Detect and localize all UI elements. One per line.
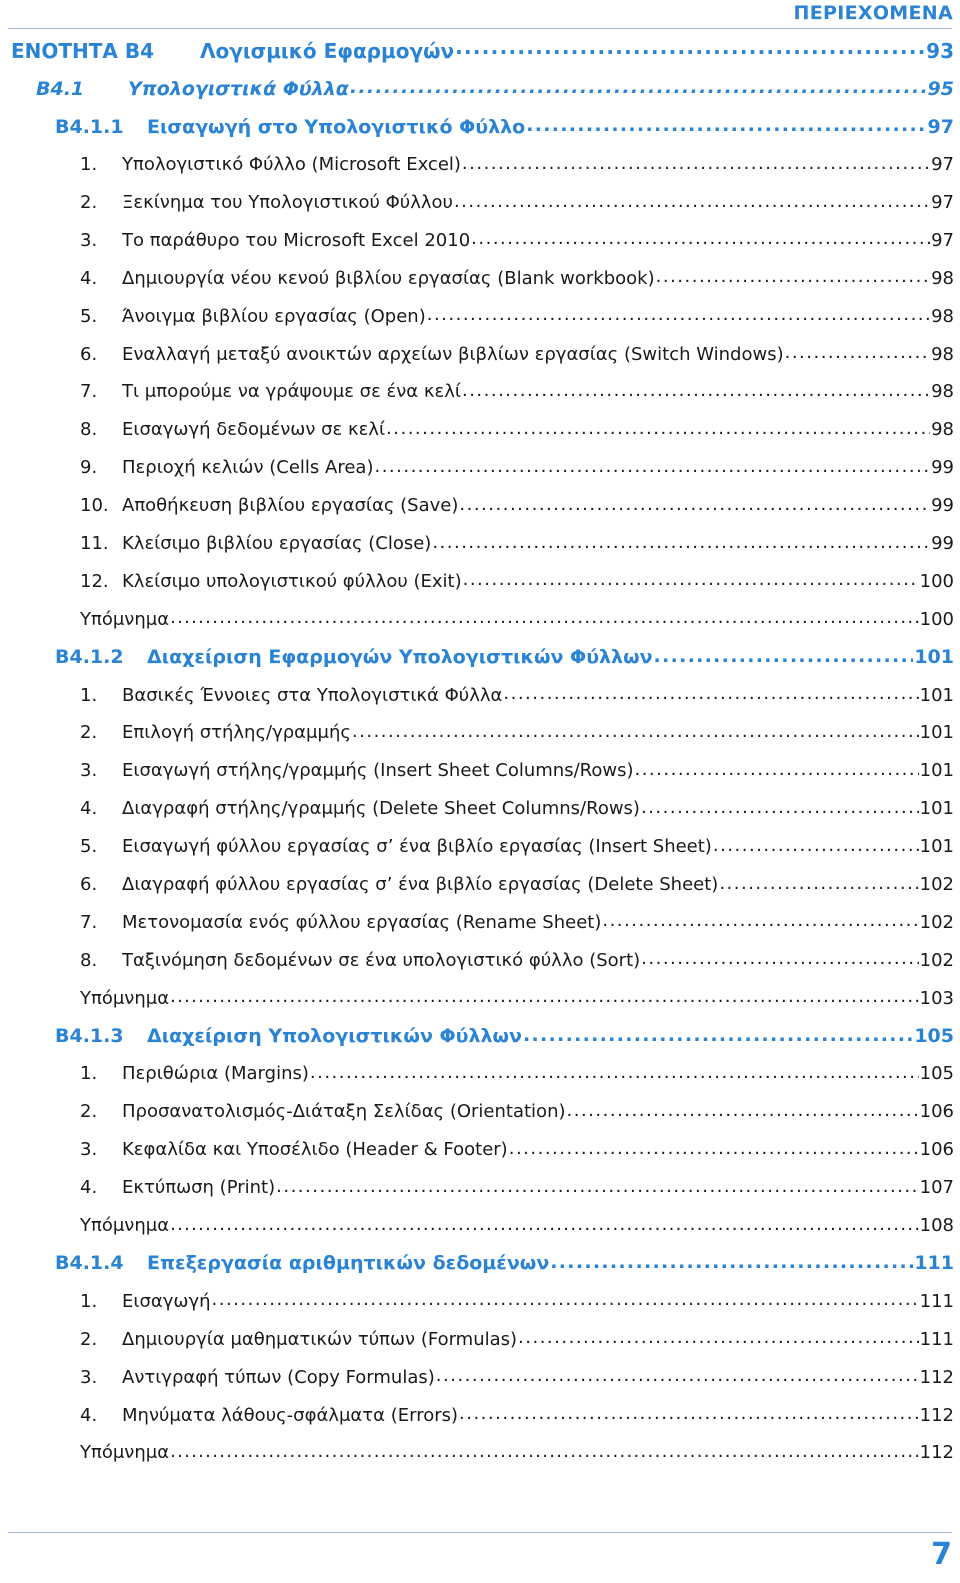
toc-entry-title: Εισαγωγή στο Υπολογιστικό Φύλλο	[147, 115, 526, 138]
toc-entry[interactable]	[0, 373, 960, 411]
toc-entry[interactable]	[0, 676, 960, 714]
toc-entry-page: 111	[914, 1252, 954, 1275]
dot-leader	[462, 383, 930, 401]
toc-entry-number: 6.	[80, 343, 98, 365]
toc-entry-page: 102	[919, 911, 954, 933]
toc-entry[interactable]	[0, 979, 960, 1017]
dot-leader	[641, 800, 919, 818]
toc-entry-title: Περιθώρια (Margins)	[122, 1063, 309, 1085]
toc-entry-title: Διαγραφή φύλλου εργασίας σ’ ένα βιβλίο εργασίας (Delete Sheet)	[122, 874, 719, 896]
toc-entry-title: Άνοιγμα βιβλίου εργασίας (Open)	[122, 305, 426, 327]
dot-leader	[350, 79, 927, 98]
toc-entry-number: 2.	[80, 1328, 98, 1350]
toc-entry-page: 105	[914, 1025, 954, 1048]
toc-entry-title: Περιοχή κελιών (Cells Area)	[122, 457, 374, 479]
toc-entry-page: 106	[919, 1139, 954, 1161]
toc-entry-number: Β4.1.4	[55, 1252, 124, 1275]
toc-entry-number: 5.	[80, 305, 98, 327]
dot-leader	[170, 1217, 919, 1235]
toc-entry-title: Κλείσιμο υπολογιστικού φύλλου (Exit)	[122, 570, 462, 592]
toc-entry-title: Εισαγωγή δεδομένων σε κελί	[122, 419, 386, 441]
dot-leader	[432, 535, 930, 553]
dot-leader	[550, 1254, 913, 1273]
dot-leader	[170, 989, 919, 1007]
toc-entry-page: 95	[927, 77, 954, 100]
toc-entry-title: Εναλλαγή μεταξύ ανοικτών αρχείων βιβλίων εργασίας (Switch Windows)	[122, 343, 784, 365]
toc-entry-number: 3.	[80, 1366, 98, 1388]
toc-entry[interactable]	[0, 335, 960, 373]
toc-entry-title: Διαχείριση Υπολογιστικών Φύλλων	[147, 1025, 522, 1048]
dot-leader	[503, 686, 918, 704]
toc-entry-title: Βασικές Έννοιες στα Υπολογιστικά Φύλλα	[122, 684, 503, 706]
toc-entry-number: Β4.1.3	[55, 1025, 124, 1048]
toc-entry[interactable]	[0, 1282, 960, 1320]
toc-entry-title: Αποθήκευση βιβλίου εργασίας (Save)	[122, 495, 459, 517]
toc-entry-title: Κλείσιμο βιβλίου εργασίας (Close)	[122, 533, 432, 555]
toc-entry[interactable]	[0, 411, 960, 449]
dot-leader	[212, 1292, 919, 1310]
dot-leader	[713, 838, 919, 856]
toc-entry-page: 93	[926, 38, 954, 63]
toc-entry-title: Εισαγωγή στήλης/γραμμής (Insert Sheet Columns/Rows)	[122, 760, 634, 782]
toc-entry-page: 99	[931, 533, 954, 555]
toc-entry-number: 1.	[80, 154, 98, 176]
page-header	[0, 0, 960, 30]
toc-entry[interactable]	[0, 1358, 960, 1396]
toc-entry-number: 11.	[80, 533, 109, 555]
toc-entry[interactable]	[0, 1207, 960, 1245]
dot-leader	[310, 1065, 919, 1083]
toc-entry-number: 4.	[80, 267, 98, 289]
toc-entry[interactable]	[0, 184, 960, 222]
toc-entry-title: Εισαγωγή	[122, 1290, 211, 1312]
dot-leader	[526, 117, 926, 136]
toc-entry-title: Υπόμνημα	[80, 987, 170, 1009]
toc-entry[interactable]	[0, 562, 960, 600]
toc-entry-page: 107	[919, 1177, 954, 1199]
dot-leader	[654, 648, 914, 667]
toc-entry-title: Υπόμνημα	[80, 1215, 170, 1237]
toc-entry[interactable]	[0, 70, 960, 108]
toc-entry-number: 4.	[80, 1177, 98, 1199]
toc-entry-title: Διαχείριση Εφαρμογών Υπολογιστικών Φύλλων	[147, 646, 653, 669]
toc-entry-number: 3.	[80, 229, 98, 251]
toc-entry[interactable]	[0, 1245, 960, 1283]
dot-leader	[641, 951, 918, 969]
toc-entry-number: 7.	[80, 911, 98, 933]
toc-entry-page: 100	[919, 570, 954, 592]
toc-entry-page: 99	[931, 457, 954, 479]
toc-entry-page: 99	[931, 495, 954, 517]
toc-entry-page: 98	[931, 343, 954, 365]
toc-entry-title: Μετονομασία ενός φύλλου εργασίας (Rename Sheet)	[122, 911, 602, 933]
toc-entry-title: Το παράθυρο του Microsoft Excel 2010	[122, 229, 471, 251]
toc-entry-page: 97	[931, 192, 954, 213]
toc-entry[interactable]	[0, 297, 960, 335]
toc-entry-number: 9.	[80, 457, 98, 479]
dot-leader	[170, 610, 919, 628]
toc-entry-page: 112	[919, 1366, 954, 1388]
toc-entry-title: Υπολογιστικά Φύλλα	[128, 77, 349, 100]
toc-entry[interactable]	[0, 221, 960, 259]
toc-entry[interactable]	[0, 903, 960, 941]
toc-entry-number: 2.	[80, 192, 98, 213]
toc-entry[interactable]	[0, 449, 960, 487]
toc-entry-title: Ταξινόμηση δεδομένων σε ένα υπολογιστικό φύλλο (Sort)	[122, 949, 641, 971]
toc-entry-number: Β4.1	[36, 77, 85, 100]
toc-entry-title: Υπολογιστικό Φύλλο (Microsoft Excel)	[122, 154, 461, 176]
toc-entry-page: 111	[919, 1290, 954, 1312]
toc-entry[interactable]	[0, 638, 960, 676]
toc-entry[interactable]	[0, 108, 960, 146]
toc-entry-title: Προσανατολισμός-Διάταξη Σελίδας (Orientation)	[122, 1101, 566, 1123]
dot-leader	[374, 459, 930, 477]
dot-leader	[656, 269, 930, 287]
toc-entry-title: Δημιουργία νέου κενού βιβλίου εργασίας (Blank workbook)	[122, 267, 655, 289]
table-of-contents	[0, 32, 960, 1472]
toc-entry[interactable]	[0, 1017, 960, 1055]
toc-entry-page: 101	[914, 646, 954, 669]
toc-entry-number: 2.	[80, 1101, 98, 1123]
dot-leader	[509, 1141, 919, 1159]
toc-entry-page: 101	[919, 798, 954, 820]
toc-entry[interactable]	[0, 941, 960, 979]
dot-leader	[436, 1368, 919, 1386]
toc-entry[interactable]	[0, 752, 960, 790]
toc-entry[interactable]	[0, 1396, 960, 1434]
toc-entry[interactable]	[0, 1434, 960, 1472]
toc-entry-number: ΕΝΟΤΗΤΑ Β4	[11, 38, 155, 63]
toc-entry-number: 1.	[80, 1290, 98, 1312]
toc-entry[interactable]	[0, 1131, 960, 1169]
dot-leader	[455, 41, 925, 61]
toc-entry-page: 101	[919, 760, 954, 782]
toc-entry-number: 3.	[80, 1139, 98, 1161]
toc-entry-title: Επιλογή στήλης/γραμμής	[122, 722, 351, 744]
toc-entry-page: 100	[919, 608, 954, 630]
toc-entry-title: Εισαγωγή φύλλου εργασίας σ’ ένα βιβλίο εργασίας (Insert Sheet)	[122, 836, 712, 858]
dot-leader	[454, 194, 930, 212]
toc-entry-title: Διαγραφή στήλης/γραμμής (Delete Sheet Columns/Rows)	[122, 798, 640, 820]
toc-entry-page: 103	[919, 987, 954, 1009]
toc-entry-number: 12.	[80, 570, 109, 592]
toc-entry-page: 101	[919, 836, 954, 858]
dot-leader	[276, 1179, 919, 1197]
dot-leader	[459, 497, 930, 515]
toc-entry[interactable]	[0, 259, 960, 297]
toc-entry-page: 98	[931, 267, 954, 289]
toc-entry-page: 112	[919, 1404, 954, 1426]
toc-entry-number: 7.	[80, 381, 98, 403]
toc-entry[interactable]	[0, 600, 960, 638]
toc-entry-number: 8.	[80, 419, 98, 441]
dot-leader	[471, 231, 930, 249]
dot-leader	[386, 421, 930, 439]
footer-divider	[8, 1532, 952, 1533]
toc-entry[interactable]	[0, 32, 960, 70]
toc-entry-number: 1.	[80, 1063, 98, 1085]
toc-entry-number: 6.	[80, 874, 98, 896]
toc-entry-number: 3.	[80, 760, 98, 782]
toc-entry[interactable]	[0, 1320, 960, 1358]
toc-entry-page: 101	[919, 684, 954, 706]
toc-entry[interactable]	[0, 828, 960, 866]
dot-leader	[463, 572, 919, 590]
toc-entry-page: 98	[931, 305, 954, 327]
toc-entry-title: Μηνύματα λάθους-σφάλματα (Errors)	[122, 1404, 459, 1426]
dot-leader	[567, 1103, 919, 1121]
toc-entry-number: 8.	[80, 949, 98, 971]
toc-entry-page: 102	[919, 874, 954, 896]
toc-entry[interactable]	[0, 1169, 960, 1207]
dot-leader	[427, 307, 930, 325]
toc-entry-page: 98	[931, 419, 954, 441]
toc-entry-page: 111	[919, 1328, 954, 1350]
toc-entry[interactable]	[0, 146, 960, 184]
dot-leader	[459, 1406, 919, 1424]
toc-entry-page: 108	[919, 1215, 954, 1237]
toc-entry[interactable]	[0, 790, 960, 828]
dot-leader	[719, 876, 918, 894]
dot-leader	[518, 1330, 919, 1348]
dot-leader	[170, 1444, 919, 1462]
toc-entry-title: Αντιγραφή τύπων (Copy Formulas)	[122, 1366, 435, 1388]
toc-entry-title: Υπόμνημα	[80, 1442, 170, 1464]
toc-entry-number: 4.	[80, 1404, 98, 1426]
toc-entry[interactable]	[0, 525, 960, 563]
toc-entry-number: 10.	[80, 495, 109, 517]
header-divider	[8, 28, 952, 29]
dot-leader	[634, 762, 918, 780]
toc-entry-title: Τι μπορούμε να γράψουμε σε ένα κελί	[122, 381, 461, 403]
header-section-title: ΠΕΡΙΕΧΟΜΕΝΑ	[793, 2, 953, 24]
dot-leader	[785, 345, 931, 363]
toc-entry-number: 2.	[80, 722, 98, 744]
toc-entry-page: 112	[919, 1442, 954, 1464]
toc-entry-number: Β4.1.2	[55, 646, 124, 669]
toc-entry[interactable]	[0, 487, 960, 525]
toc-entry-title: Λογισμικό Εφαρμογών	[200, 38, 455, 63]
toc-entry-page: 106	[919, 1101, 954, 1123]
toc-entry-number: Β4.1.1	[55, 115, 124, 138]
toc-entry-page: 102	[919, 949, 954, 971]
dot-leader	[462, 156, 930, 174]
page-footer	[0, 1500, 960, 1583]
toc-entry-page: 97	[927, 115, 954, 138]
toc-entry-number: 1.	[80, 684, 98, 706]
toc-entry[interactable]	[0, 866, 960, 904]
dot-leader	[602, 913, 918, 931]
toc-entry-title: Επεξεργασία αριθμητικών δεδομένων	[147, 1252, 550, 1275]
toc-entry[interactable]	[0, 1093, 960, 1131]
toc-entry-title: Κεφαλίδα και Υποσέλιδο (Header & Footer)	[122, 1139, 508, 1161]
toc-entry-page: 105	[919, 1063, 954, 1085]
toc-entry-title: Ξεκίνημα του Υπολογιστικού Φύλλου	[122, 192, 453, 213]
toc-entry-page: 97	[931, 229, 954, 251]
dot-leader	[523, 1027, 913, 1046]
toc-entry-number: 4.	[80, 798, 98, 820]
toc-entry-title: Εκτύπωση (Print)	[122, 1177, 276, 1199]
page-number: 7	[931, 1537, 952, 1572]
toc-entry-page: 101	[919, 722, 954, 744]
toc-entry-title: Υπόμνημα	[80, 608, 170, 630]
toc-entry-title: Δημιουργία μαθηματικών τύπων (Formulas)	[122, 1328, 518, 1350]
toc-entry[interactable]	[0, 1055, 960, 1093]
toc-entry[interactable]	[0, 714, 960, 752]
dot-leader	[352, 724, 919, 742]
toc-entry-page: 97	[931, 154, 954, 176]
toc-entry-number: 5.	[80, 836, 98, 858]
toc-entry-page: 98	[931, 381, 954, 403]
